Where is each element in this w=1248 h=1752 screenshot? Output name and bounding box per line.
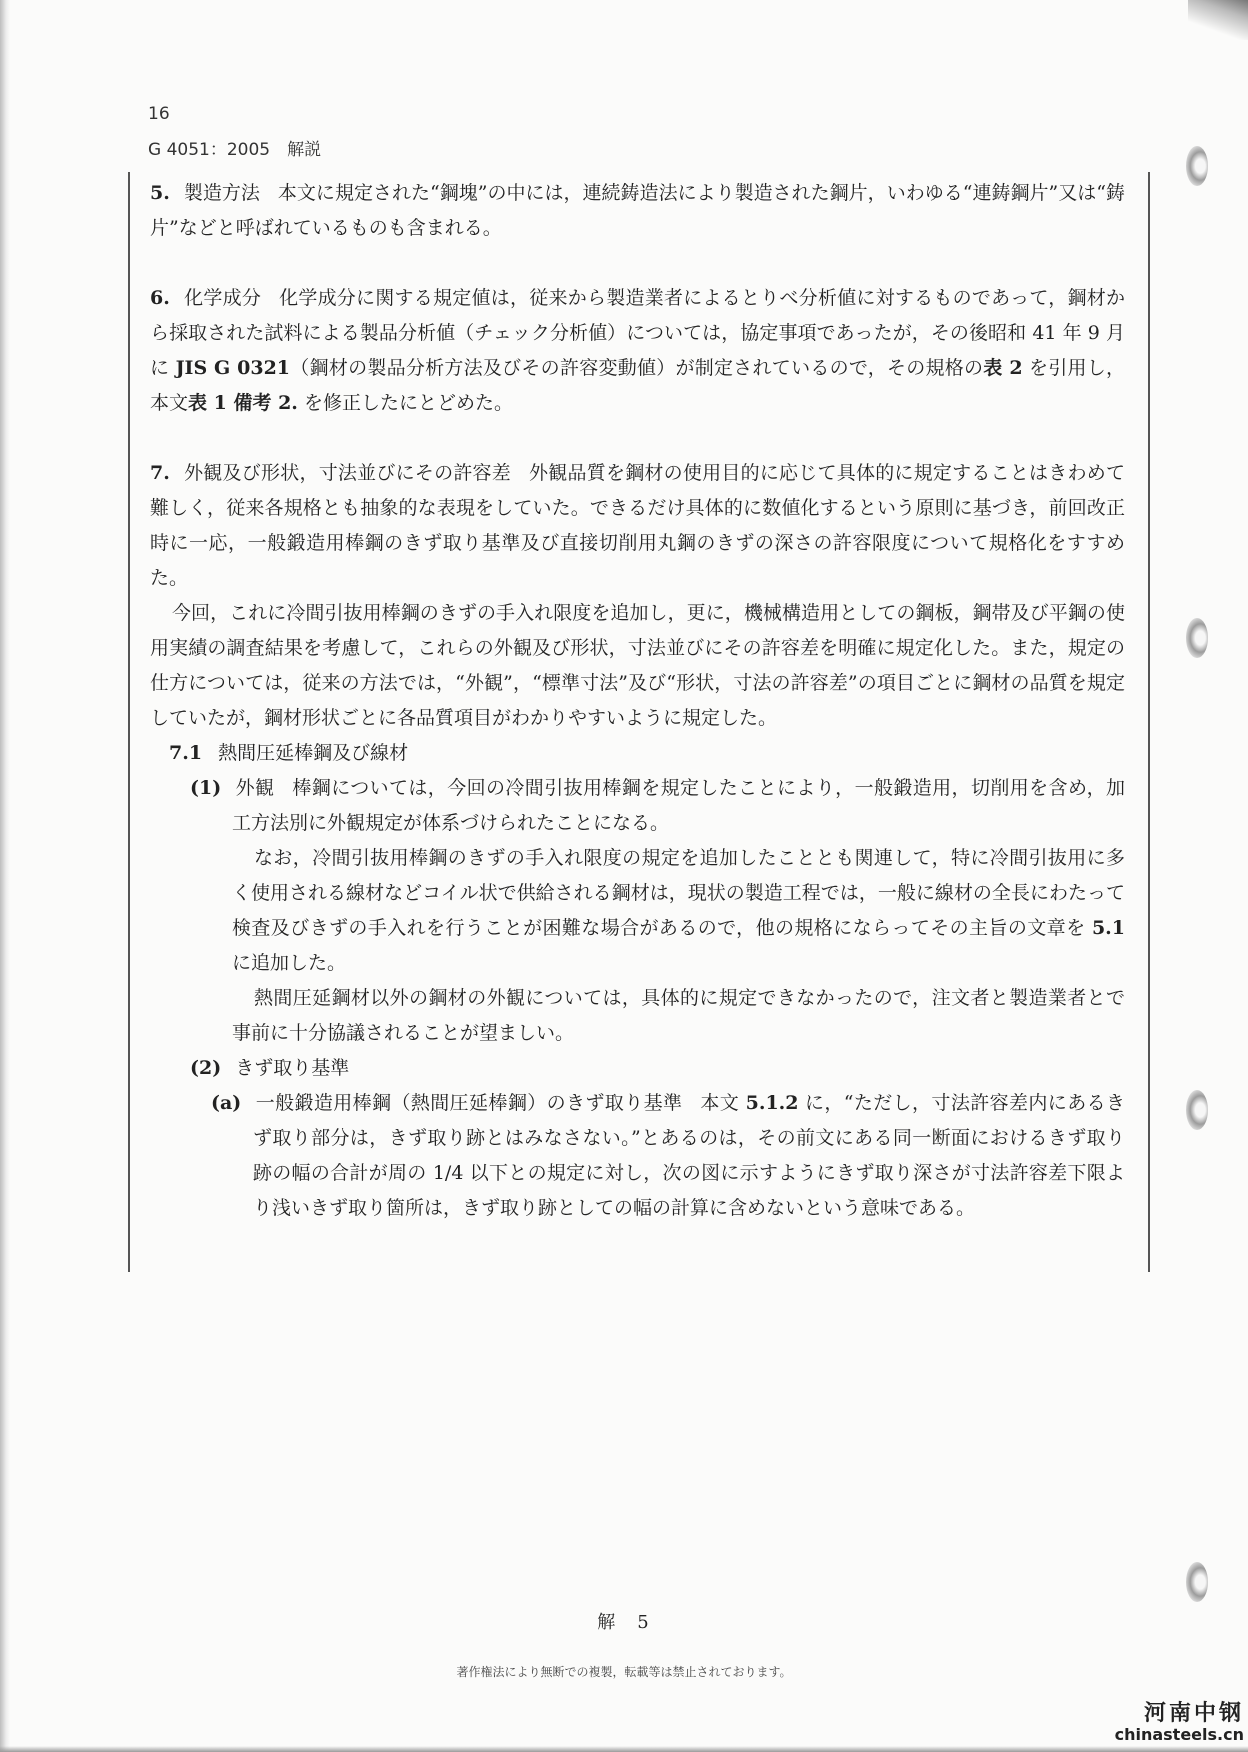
item-text: 棒鋼については，今回の冷間引抜用棒鋼を規定したことにより，一般鍛造用，切削用を含め，加工方法別に外観規定が体系づけられたことになる。: [232, 777, 1125, 834]
sub-item-title: 一般鍛造用棒鋼（熱間圧延棒鋼）のきず取り基準: [255, 1092, 683, 1114]
section-title: 製造方法: [183, 182, 260, 204]
clause-reference: 5.1: [1091, 917, 1125, 939]
item-title: きず取り基準: [235, 1057, 350, 1079]
page-number: 16: [148, 104, 170, 124]
standard-reference: JIS G 0321: [175, 357, 291, 379]
section-text: 化学成分に関する規定値は，従来から製造業者によるとりべ分析値に対するものであって，鋼材から採取された試料による製品分析値（チェック分析値）については，協定事項であったが，その後昭和 41 年 9 月に: [150, 287, 1125, 379]
section-text: （鋼材の製品分析方法及びその許容変動値）が制定されているので，その規格の: [290, 357, 984, 379]
table-reference: 表 1 備考 2.: [188, 392, 298, 414]
item-label: (2): [190, 1057, 222, 1079]
item-2: [150, 1051, 1125, 1086]
punch-hole: [1186, 146, 1208, 186]
table-reference: 表 2: [983, 357, 1023, 379]
section-text: を修正したにとどめた。: [297, 392, 513, 414]
section-text: 本文に規定された“鋼塊”の中には，連続鋳造法により製造された鋼片，いわゆる“連鋳鋼片”又は“鋳片”などと呼ばれているものも含まれる。: [150, 182, 1125, 239]
section-title: 外観及び形状，寸法並びにその許容差: [183, 462, 512, 484]
page-corner-shadow: [1188, 0, 1248, 40]
item-1: [150, 771, 1125, 841]
sub-item-label: (a): [211, 1092, 242, 1114]
item-1-paragraph: 熱間圧延鋼材以外の鋼材の外観については，具体的に規定できなかったので，注文者と製造業者とで事前に十分協議されることが望ましい。: [232, 987, 1125, 1044]
standard-code: G 4051：2005 解説: [148, 140, 322, 160]
section-6: [150, 281, 1125, 421]
section-7-paragraph: 今回，これに冷間引抜用棒鋼のきずの手入れ限度を追加し，更に，機械構造用としての鋼板，鋼帯及び平鋼の使用実績の調査結果を考慮して，これらの外観及び形状，寸法並びにその許容差を明確に規定化した。また，規定の仕方については，従来の方法では，“外観”，“標準寸法”及び“形状，寸法の許容差”の項目ごとに鋼材の品質を規定していたが，鋼材形状ごとに各品質項目がわかりやすいように規定した。: [150, 602, 1125, 729]
copyright-notice: 著作権法により無断での複製，転載等は禁止されております。: [456, 1665, 792, 1679]
sub-item-text: に，“ただし，寸法許容差内にあるきず取り部分は，きず取り跡とはみなさない。”とあるのは，その前文にある同一断面におけるきず取り跡の幅の合計が周の 1/4 以下との規定に対し，次の図に示すようにきず取り深さが寸法許容差下限より浅いきず取り箇所は，きず取り跡としての幅の計算に含めないという意味である。: [253, 1092, 1125, 1219]
document-body: [150, 176, 1125, 1226]
scan-edge-left: [0, 0, 10, 1752]
item-label: (1): [190, 777, 222, 799]
section-number: 7.: [150, 462, 170, 484]
watermark-chinese: 河南中钢: [1143, 1701, 1244, 1726]
subsection-7-1: [169, 736, 1125, 771]
sub-item-a: [150, 1086, 1125, 1226]
section-title: 化学成分: [183, 287, 262, 309]
watermark-domain: chinasteels.cn: [1114, 1725, 1244, 1744]
footer-page-label: 解 5: [597, 1612, 651, 1633]
item-title: 外観: [235, 777, 275, 799]
section-5: [150, 176, 1125, 246]
subsection-title: 熱間圧延棒鋼及び線材: [218, 742, 409, 764]
subsection-number: 7.1: [169, 742, 203, 764]
sub-item-text: 本文: [700, 1092, 746, 1114]
section-number: 5.: [150, 182, 170, 204]
watermark: [1115, 1702, 1244, 1744]
section-text: 外観品質を鋼材の使用目的に応じて具体的に規定することはきわめて難しく，従来各規格とも抽象的な表現をしていた。できるだけ具体的に数値化するという原則に基づき，前回改正時に一応，一般鍛造用棒鋼のきず取り基準及び直接切削用丸鋼のきずの深さの許容限度について規格化をすすめた。: [150, 462, 1125, 589]
punch-hole: [1186, 1562, 1208, 1602]
scan-edge-bottom: [0, 1746, 1248, 1752]
section-number: 6.: [150, 287, 170, 309]
item-1-paragraph: [150, 841, 1125, 981]
item-text: に追加した。: [232, 952, 347, 974]
section-7: [150, 456, 1125, 596]
clause-reference: 5.1.2: [745, 1092, 799, 1114]
section-text: を引用し，本文: [150, 357, 1125, 414]
punch-hole: [1186, 618, 1208, 658]
item-text: なお，冷間引抜用棒鋼のきずの手入れ限度の規定を追加したこととも関連して，特に冷間引抜用に多く使用される線材などコイル状で供給される鋼材は，現状の製造工程では，一般に線材の全長にわたって検査及びきずの手入れを行うことが困難な場合があるので，他の規格にならってその主旨の文章を: [232, 847, 1125, 939]
punch-hole: [1186, 1090, 1208, 1130]
